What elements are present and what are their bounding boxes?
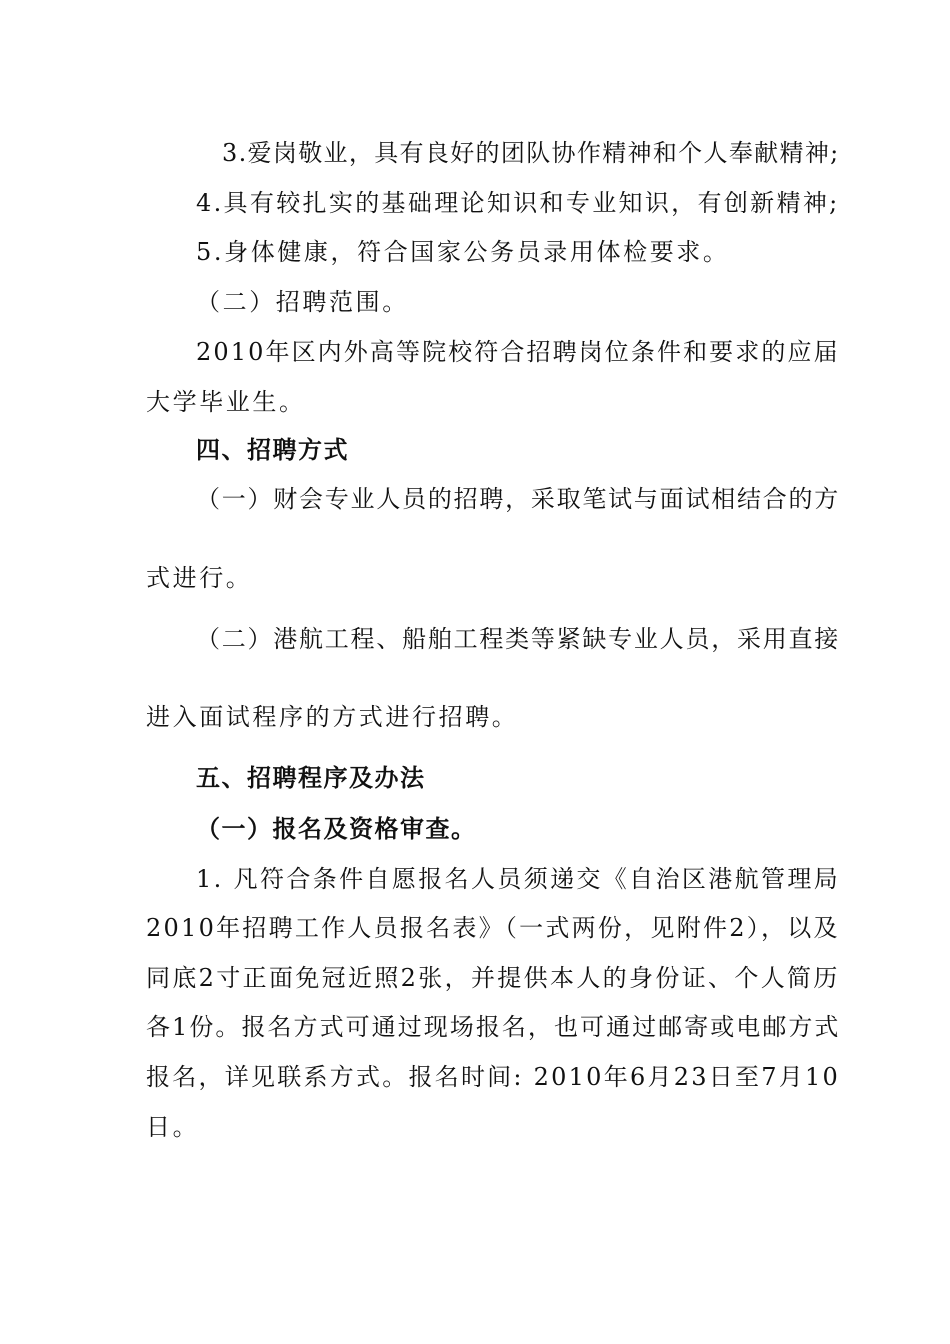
subsection-heading-recruitment-scope: （二）招聘范围。	[196, 288, 409, 316]
paragraph-line: 各1份。报名方式可通过现场报名，也可通过邮寄或电邮方式	[146, 1013, 841, 1041]
paragraph-line: 2010年招聘工作人员报名表》（一式两份，见附件2），以及	[146, 914, 840, 942]
paragraph-line: （一）财会专业人员的招聘，采取笔试与面试相结合的方	[196, 485, 840, 513]
subsection-heading-registration: （一）报名及资格审查。	[196, 815, 477, 843]
paragraph-line: 报名，详见联系方式。报名时间: 2010年6月23日至7月10	[146, 1063, 841, 1091]
requirement-item-3: 3.爱岗敬业，具有良好的团队协作精神和个人奉献精神;	[222, 139, 840, 167]
paragraph-line: 日。	[146, 1113, 200, 1141]
section-heading-recruitment-procedure: 五、招聘程序及办法	[196, 764, 426, 792]
paragraph-line: 1. 凡符合条件自愿报名人员须递交《自治区港航管理局	[196, 865, 841, 893]
paragraph-line: 大学毕业生。	[146, 388, 306, 416]
paragraph-line: 进入面试程序的方式进行招聘。	[146, 703, 519, 731]
section-heading-recruitment-method: 四、招聘方式	[196, 436, 349, 464]
paragraph-line: 2010年区内外高等院校符合招聘岗位条件和要求的应届	[196, 338, 840, 366]
paragraph-line: 同底2寸正面免冠近照2张，并提供本人的身份证、个人简历	[146, 964, 840, 992]
requirement-item-5: 5.身体健康，符合国家公务员录用体检要求。	[196, 238, 730, 266]
paragraph-line: 式进行。	[146, 564, 253, 592]
requirement-item-4: 4.具有较扎实的基础理论知识和专业知识，有创新精神;	[196, 189, 840, 217]
paragraph-line: （二）港航工程、船舶工程类等紧缺专业人员，采用直接	[196, 625, 840, 653]
